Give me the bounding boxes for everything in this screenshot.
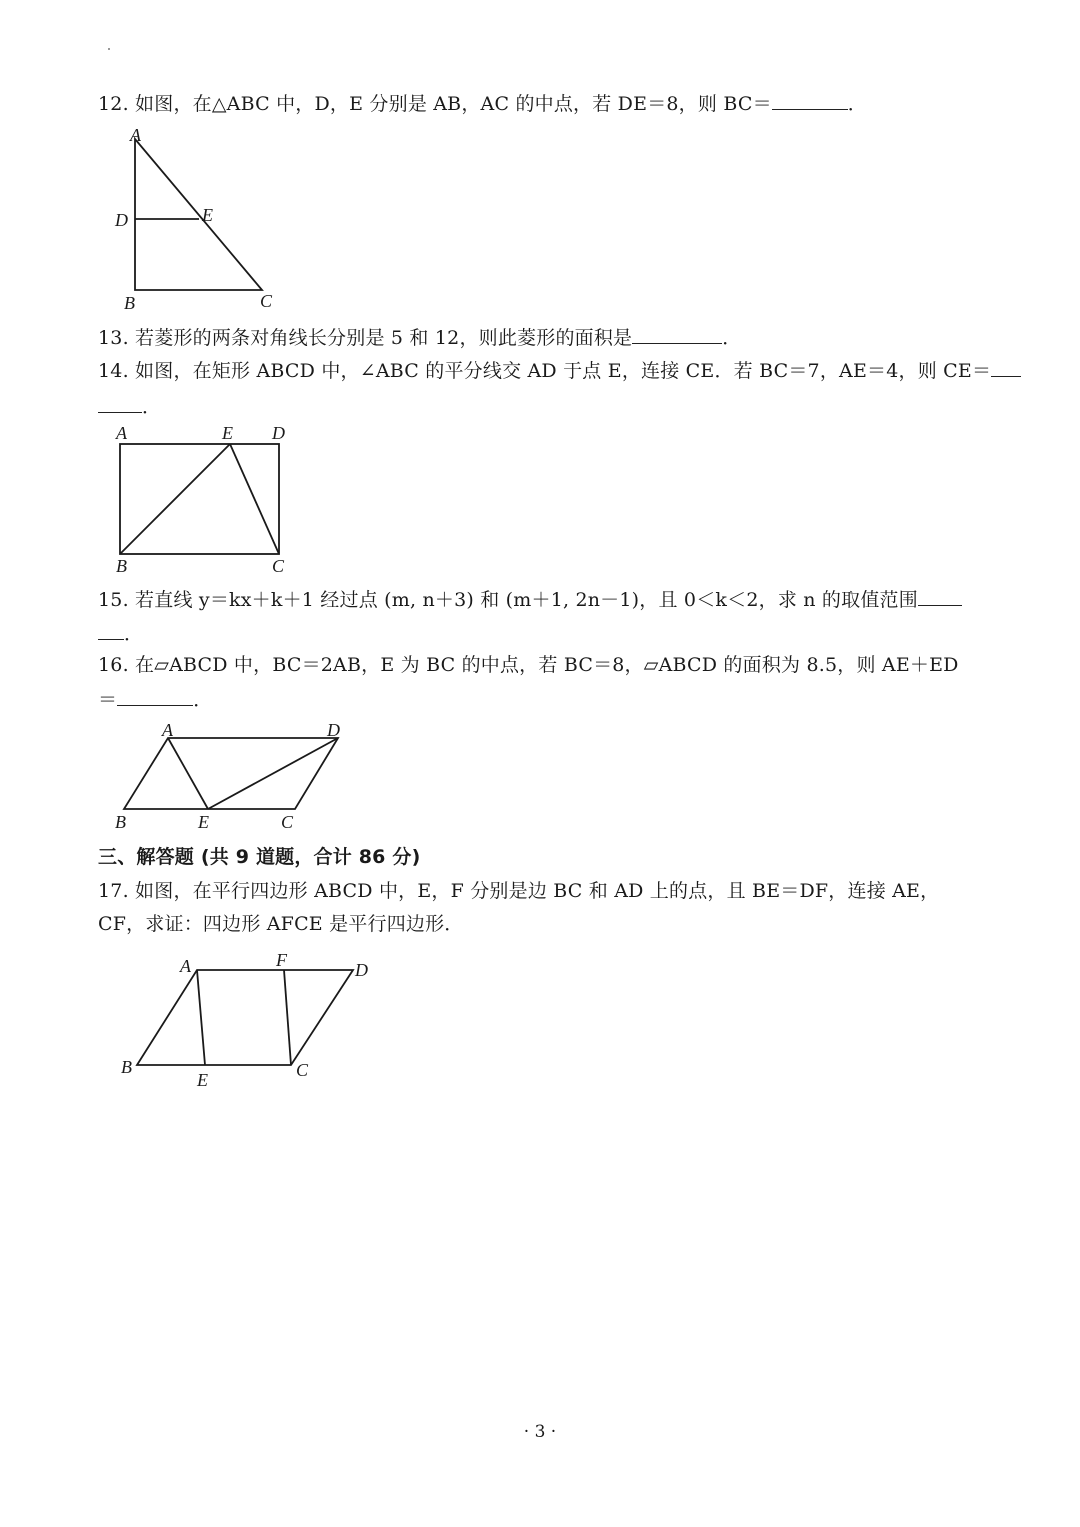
question-16-line-1 [98,651,959,679]
label-c: C [296,1060,309,1080]
label-a: A [130,125,141,145]
section-3-heading: 三、解答题 (共 9 道题，合计 86 分) [98,846,421,868]
segment-ce [230,444,279,554]
figure-12-triangle [110,122,290,317]
label-e: E [197,1070,208,1090]
label-b: B [121,1057,132,1077]
label-c: C [260,291,273,311]
scan-speck [108,48,110,50]
answer-blank-13[interactable] [632,325,722,344]
parallelogram-abcd [124,738,338,809]
question-15-line-1 [98,586,962,614]
question-12: 12. 如图，在△ABC 中，D，E 分别是 AB，AC 的中点，若 DE＝8，则 BC＝ ． [98,93,867,115]
label-e: E [202,205,213,225]
label-a: A [180,956,191,976]
label-a: A [162,720,173,740]
label-c: C [272,556,285,576]
question-16-line-2: ＝ ． [98,689,213,711]
label-e: E [222,423,233,443]
label-b: B [124,293,135,313]
label-b: B [115,812,126,832]
answer-blank-14-part1[interactable] [991,358,1021,377]
triangle-abc [135,139,262,290]
segment-ae [197,970,205,1065]
answer-blank-14-part2[interactable] [98,394,142,413]
label-d: D [355,960,368,980]
label-f: F [276,950,287,970]
answer-blank-16[interactable] [117,687,193,706]
label-e: E [198,812,209,832]
label-b: B [116,556,127,576]
question-14-line-1 [98,357,1021,385]
question-17-line-1 [98,877,939,905]
answer-blank-12[interactable] [772,91,848,110]
question-13-text: 13. 若菱形的两条对角线长分别是 5 和 12，则此菱形的面积是 [98,327,633,349]
page-number: · 3 · [523,1422,557,1442]
label-a: A [116,423,127,443]
label-c: C [281,812,294,832]
segment-ed [208,738,338,809]
answer-blank-15-part1[interactable] [918,587,962,606]
figure-16-parallelogram [110,718,370,836]
question-15-line-2: ． [98,620,143,648]
question-15-text: 15. 若直线 y＝kx＋k＋1 经过点 (m, n＋3) 和 (m＋1, 2n－1)，且 0＜k＜2，求 n 的取值范围 [98,589,918,611]
segment-cf [284,970,291,1065]
question-14-text: 14. 如图，在矩形 ABCD 中，∠ABC 的平分线交 AD 于点 E，连接 CE．若 BC＝7，AE＝4，则 CE＝ [98,360,992,382]
question-13: 13. 若菱形的两条对角线长分别是 5 和 12，则此菱形的面积是 ． [98,327,742,349]
figure-17-parallelogram [110,948,390,1096]
question-16-text: 16. 在▱ABCD 中，BC＝2AB，E 为 BC 的中点，若 BC＝8，▱ABCD 的面积为 8.5，则 AE＋ED [98,654,959,676]
question-17-text: 17. 如图，在平行四边形 ABCD 中，E，F 分别是边 BC 和 AD 上的点，且 BE＝DF，连接 AE， [98,880,940,902]
figure-14-rectangle [110,420,310,578]
label-d: D [115,210,128,230]
segment-ae [168,738,208,809]
question-12-text: 12. 如图，在△ABC 中，D，E 分别是 AB，AC 的中点，若 DE＝8，则 BC＝ [98,93,772,115]
segment-be [120,444,230,554]
parallelogram-abcd [137,970,353,1065]
label-d: D [272,423,285,443]
label-d: D [327,720,340,740]
question-14-line-2: ． [98,393,161,421]
question-17-line-2: CF，求证：四边形 AFCE 是平行四边形． [98,913,464,935]
answer-blank-15-part2[interactable] [98,621,124,640]
